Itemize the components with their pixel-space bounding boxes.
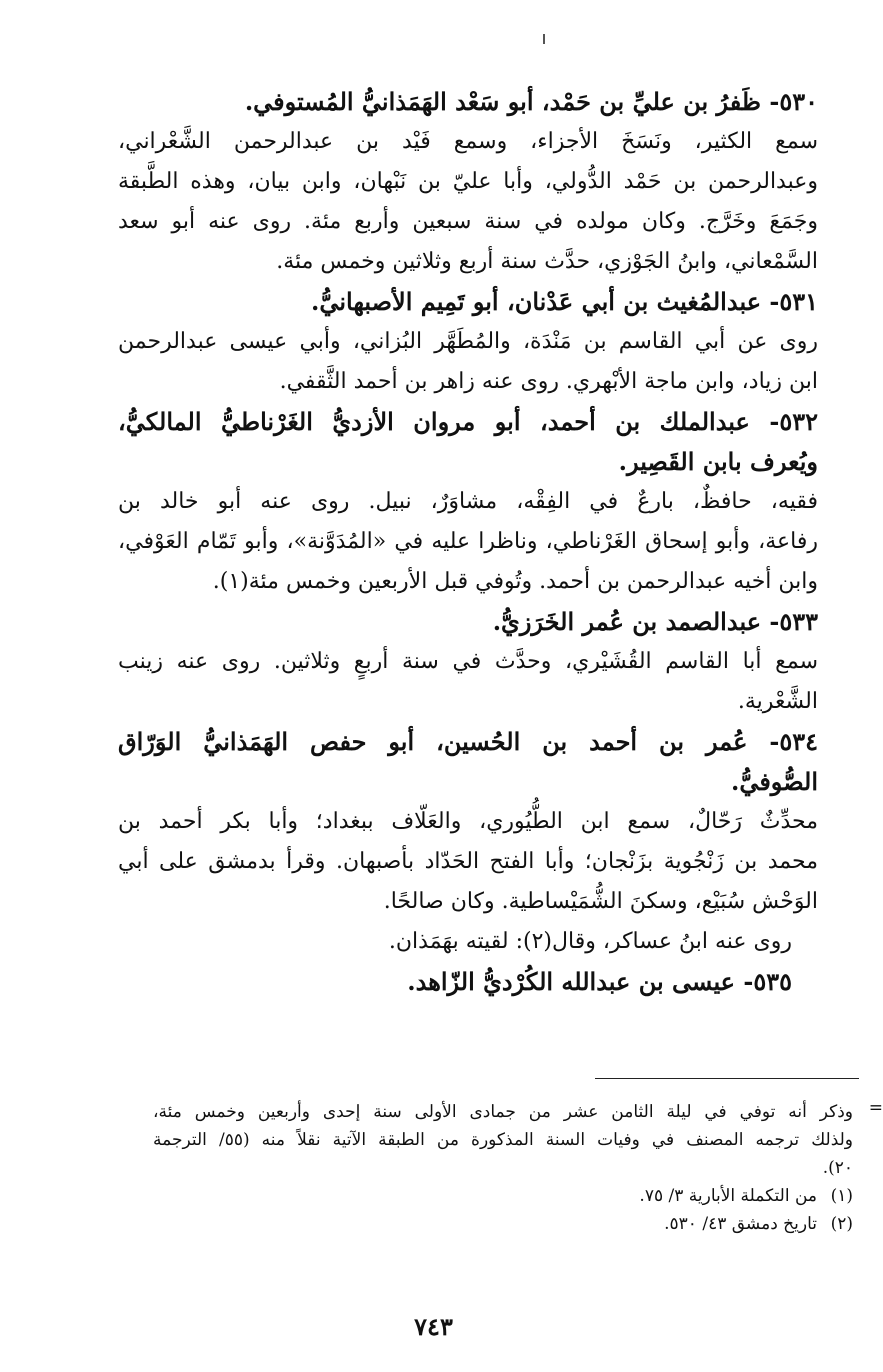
text-line: وابن أخيه عبدالرحمن بن أحمد. وتُوفي قبل الأربعين وخمس مئة(١). [212,569,818,594]
footnote-number: (١) [830,1186,853,1206]
entry-heading: ٥٣٣- عبدالصمد بن عُمر الخَرَزيُّ. [492,607,818,636]
text-line: روى عنه ابنُ عساكر، وقال(٢): لقيته بهَمَذان. [388,929,792,954]
text-line: الشَّعْرية. [737,689,818,714]
entry-heading-continued: الصُّوفيُّ. [730,767,818,796]
page-number: ٧٤٣ [414,1312,453,1341]
text-line: روى عن أبي القاسم بن مَنْدَة، والمُطَهَّر البُزاني، وأبي عيسى عبدالرحمن [118,329,818,354]
footnote-text: من التكملة الأبارية ٣/ ٧٥. [639,1186,817,1206]
text-line: وعبدالرحمن بن حَمْد الدُّولي، وأبا عليّ بن نَبْهان، وابن بيان، وهذه الطَّبقة [118,169,818,194]
text-line: ابن زياد، وابن ماجة الأبْهري. روى عنه زاهر بن أحمد الثَّقفي. [279,369,818,394]
entry-heading: ٥٣١- عبدالمُغيث بن أبي عَدْنان، أبو تَمِيم الأصبهانيُّ. [310,287,818,316]
footnote-line: ٢٠). [822,1158,853,1178]
footnote-item [118,1210,853,1238]
text-line: رفاعة، وأبو إسحاق الغَرْناطي، وناظرا عليه في «المُدَوَّنة»، وأبو تَمّام العَوْفي، [118,529,818,554]
text-line: سمع الكثير، ونَسَخَ الأجزاء، وسمع فَيْد بن عبدالرحمن الشَّعْراني، [118,129,818,154]
entry-heading-continued: ويُعرف بابن القَصِير. [618,447,818,476]
text-line: الوَحْش سُبَيْع، وسكنَ الشُّمَيْساطية. وكان صالحًا. [383,889,818,914]
footnotes [118,1098,883,1238]
text-line: السَّمْعاني، وابنُ الجَوْزي، حدَّث سنة أربع وثلاثين وخمس مئة. [276,249,818,274]
entry-heading: ٥٣٥- عيسى بن عبدالله الكُرْديُّ الزّاهد. [407,967,792,996]
text-line: محمد بن زَنْجُوية بزَنْجان؛ وأبا الفتح الحَدّاد بأصبهان. وقرأ بدمشق على أبي [118,849,818,874]
text-line: سمع أبا القاسم القُشَيْري، وحدَّث في سنة أربعٍ وثلاثين. روى عنه زينب [118,649,818,674]
footnote-item [118,1182,853,1210]
footnote-text: تاريخ دمشق ٤٣/ ٥٣٠. [664,1214,817,1234]
text-line: فقيه، حافظٌ، بارعٌ في الفِقْه، مشاوَرٌ، نبيل. روى عنه أبو خالد بن [118,489,818,514]
entry-heading: ٥٣٢- عبدالملك بن أحمد، أبو مروان الأزديُّ الغَرْناطيُّ المالكيُّ، [118,407,818,436]
text-line: وجَمَعَ وخَرَّج. وكان مولده في سنة سبعين وأربع مئة. روى عنه أبو سعد [118,209,818,234]
text-line: محدِّثٌ رَحّالٌ، سمع ابن الطُّيُوري، والعَلّاف ببغداد؛ وأبا بكر أحمد بن [118,809,818,834]
footnote-number: (٢) [830,1214,853,1234]
footnote-separator [595,1078,859,1079]
entry-heading: ٥٣٤- عُمر بن أحمد بن الحُسين، أبو حفص الهَمَذانيُّ الوَرّاق [118,727,818,756]
footnote-line: وذكر أنه توفي في ليلة الثامن عشر من جمادى الأولى سنة إحدى وأربعين وخمس مئة، [153,1102,853,1122]
main-text [118,82,818,1002]
footnote-line: ولذلك ترجمه المصنف في وفيات السنة المذكورة من الطبقة الآتية نقلاً منه (٥٥/ الترجمة [153,1130,854,1150]
entry-heading: ٥٣٠- ظَفرُ بن عليِّ بن حَمْد، أبو سَعْد الهَمَذانيُّ المُستوفي. [244,87,818,116]
top-mark [543,34,545,44]
continuation-mark: = [868,1098,883,1118]
footnote-continuation [118,1098,883,1182]
